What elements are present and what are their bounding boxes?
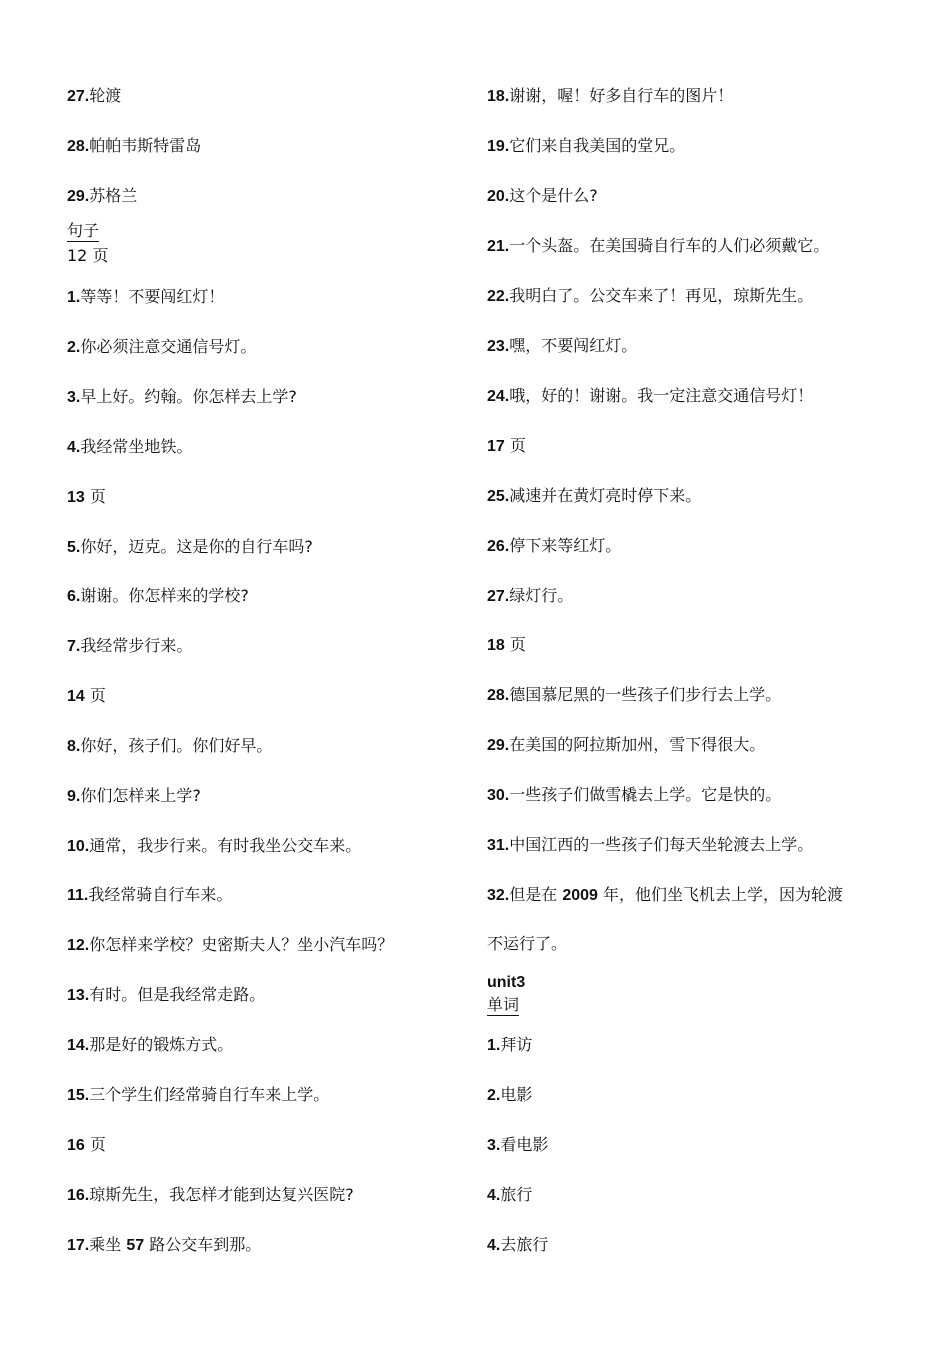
- item-text: 一个头盔。在美国骑自行车的人们必须戴它。: [509, 235, 830, 255]
- item-number: 14.: [67, 1037, 90, 1055]
- item-text: 你好，孩子们。你们好早。: [80, 736, 273, 756]
- words-heading-text: 单词: [487, 995, 520, 1014]
- item-text: 有时。但是我经常走路。: [89, 985, 266, 1005]
- item-number: 9.: [67, 788, 81, 805]
- item-text: 拜访: [500, 1035, 533, 1054]
- item-number: 28.: [487, 687, 510, 705]
- item-number: 1.: [487, 1037, 501, 1054]
- item-text: 一些孩子们做雪橇去上学。它是快的。: [509, 785, 782, 805]
- words-heading: [487, 995, 519, 1015]
- item-number: 17: [487, 437, 505, 455]
- item-text: 你怎样来学校？史密斯夫人？坐小汽车吗？: [89, 935, 394, 955]
- item-number: 31.: [487, 837, 510, 855]
- unit-heading-text: unit3: [487, 974, 526, 991]
- list-item: [67, 934, 393, 957]
- item-text-continued: 路公交车到那。: [144, 1234, 262, 1254]
- list-item: [487, 485, 701, 508]
- unit-heading: [487, 972, 525, 993]
- item-text: 中国江西的一些孩子们每天坐轮渡去上学。: [509, 835, 814, 855]
- page-label-text: 12 页: [67, 246, 109, 265]
- item-number: 18: [487, 637, 505, 655]
- item-number: 26.: [487, 537, 510, 555]
- item-text: 三个学生们经常骑自行车来上学。: [89, 1085, 330, 1104]
- continuation-text-text: 不运行了。: [487, 934, 568, 953]
- item-number: 12.: [67, 937, 90, 955]
- list-item: [487, 1134, 548, 1157]
- list-item: [487, 85, 733, 108]
- item-text: 乘坐: [89, 1234, 127, 1254]
- item-text: 它们来自我美国的堂兄。: [509, 135, 686, 155]
- item-text: 我明白了。公交车来了！再见，琼斯先生。: [509, 285, 814, 305]
- item-number: 16.: [67, 1186, 90, 1204]
- item-text: 减速并在黄灯亮时停下来。: [509, 485, 702, 505]
- list-item: [67, 536, 313, 559]
- item-text-continued: 年，他们坐飞机去上学，因为轮渡: [597, 885, 844, 905]
- item-text: 页: [504, 635, 526, 655]
- item-text: 那是好的锻炼方式。: [89, 1035, 234, 1055]
- item-text: 我经常坐地铁。: [80, 436, 193, 456]
- item-number: 13: [67, 488, 85, 506]
- item-number: 32.: [487, 887, 510, 905]
- list-item: [67, 735, 272, 758]
- item-number: 18.: [487, 88, 510, 105]
- list-item: [67, 1034, 233, 1057]
- item-number: 1.: [67, 289, 81, 306]
- item-text: 停下来等红灯。: [509, 535, 622, 555]
- item-text: 看电影: [500, 1135, 549, 1154]
- item-text: 绿灯行。: [509, 585, 574, 605]
- section-heading: [67, 221, 99, 241]
- item-text: 在美国的阿拉斯加州，雪下得很大。: [509, 735, 766, 755]
- list-item: [487, 335, 637, 358]
- item-text: 页: [504, 435, 526, 455]
- section-heading-text: 句子: [67, 221, 100, 240]
- item-number: 30.: [487, 787, 510, 805]
- list-item: [67, 336, 256, 359]
- item-text: 这个是什么?: [509, 185, 598, 205]
- item-number: 27.: [67, 88, 90, 105]
- item-number: 11.: [67, 887, 89, 905]
- list-item: [67, 135, 201, 158]
- item-number: 13.: [67, 987, 90, 1005]
- item-number: 22.: [487, 287, 510, 305]
- list-item: [487, 185, 598, 208]
- item-text: 页: [84, 686, 106, 706]
- item-number: 2.: [67, 338, 81, 356]
- item-text: 旅行: [500, 1185, 533, 1204]
- list-item: [67, 1234, 261, 1257]
- list-item: [67, 1134, 106, 1157]
- list-item: [67, 585, 249, 608]
- item-text: 你好，迈克。这是你的自行车吗?: [80, 536, 313, 556]
- list-item: [67, 85, 121, 108]
- list-item: [67, 286, 224, 309]
- list-item: [487, 834, 813, 857]
- page-label: [67, 246, 108, 266]
- item-number: 4.: [67, 438, 81, 456]
- list-item: [487, 734, 765, 757]
- item-number: 15.: [67, 1087, 90, 1104]
- item-number: 27.: [487, 587, 510, 605]
- list-item: [487, 1184, 532, 1207]
- list-item: [487, 585, 573, 608]
- item-number: 4.: [487, 1237, 501, 1254]
- item-text: 页: [84, 1134, 106, 1154]
- list-item: [487, 884, 843, 907]
- item-number: 25.: [487, 487, 510, 505]
- item-text: 等等！不要闯红灯！: [80, 287, 225, 306]
- item-number-inline: 57: [126, 1236, 145, 1254]
- list-item: [487, 634, 526, 657]
- list-item: [67, 884, 232, 907]
- item-number: 17.: [67, 1236, 90, 1254]
- item-number: 21.: [487, 237, 510, 255]
- item-text: 德国慕尼黑的一些孩子们步行去上学。: [509, 685, 782, 705]
- list-item: [67, 386, 297, 409]
- item-text: 你必须注意交通信号灯。: [80, 336, 257, 356]
- item-text: 谢谢。你怎样来的学校?: [80, 586, 249, 606]
- item-text: 苏格兰: [89, 186, 138, 205]
- item-text: 早上好。约翰。你怎样去上学?: [80, 386, 297, 406]
- list-item: [487, 1084, 532, 1107]
- list-item: [67, 685, 106, 708]
- list-item: [487, 435, 526, 458]
- list-item: [67, 185, 137, 208]
- item-number: 6.: [67, 588, 81, 606]
- item-number: 16: [67, 1136, 85, 1154]
- list-item: [67, 785, 201, 808]
- item-text: 嘿，不要闯红灯。: [509, 335, 638, 355]
- item-text: 通常，我步行来。有时我坐公交车来。: [89, 835, 362, 855]
- item-number: 29.: [67, 188, 90, 205]
- list-item: [67, 486, 106, 509]
- item-text: 电影: [500, 1085, 533, 1104]
- item-text: 帕帕韦斯特雷岛: [89, 136, 202, 155]
- item-text: 页: [84, 486, 106, 506]
- item-text: 我经常骑自行车来。: [88, 885, 233, 905]
- list-item: [487, 285, 813, 308]
- item-number: 20.: [487, 187, 510, 205]
- list-item: [487, 1234, 548, 1257]
- list-item: [487, 1034, 532, 1057]
- item-text: 你们怎样来上学?: [80, 786, 201, 805]
- item-text: 轮渡: [89, 86, 122, 105]
- item-number-inline: 2009: [562, 887, 598, 905]
- list-item: [67, 984, 265, 1007]
- list-item: [487, 385, 813, 408]
- item-number: 2.: [487, 1087, 501, 1104]
- item-number: 23.: [487, 337, 510, 355]
- item-text: 哦，好的！谢谢。我一定注意交通信号灯！: [509, 385, 814, 405]
- list-item: [487, 135, 685, 158]
- item-number: 24.: [487, 387, 510, 405]
- item-number: 4.: [487, 1187, 501, 1204]
- item-text: 去旅行: [500, 1235, 549, 1254]
- item-number: 3.: [67, 388, 81, 406]
- list-item: [67, 1184, 354, 1207]
- item-number: 19.: [487, 137, 510, 155]
- item-number: 7.: [67, 638, 81, 656]
- item-text: 琼斯先生，我怎样才能到达复兴医院?: [89, 1184, 354, 1204]
- item-number: 3.: [487, 1137, 501, 1154]
- list-item: [67, 635, 192, 658]
- item-text: 我经常步行来。: [80, 636, 193, 656]
- item-number: 8.: [67, 738, 81, 756]
- item-number: 10.: [67, 837, 90, 855]
- item-number: 29.: [487, 737, 510, 755]
- continuation-text: [487, 934, 567, 954]
- list-item: [67, 835, 361, 858]
- list-item: [67, 1084, 329, 1107]
- list-item: [487, 684, 781, 707]
- list-item: [487, 235, 829, 258]
- item-text: 谢谢，喔！好多自行车的图片！: [509, 86, 734, 105]
- item-text: 但是在: [509, 885, 563, 905]
- item-number: 14: [67, 688, 85, 706]
- item-number: 28.: [67, 138, 90, 155]
- list-item: [67, 436, 192, 459]
- list-item: [487, 535, 621, 558]
- list-item: [487, 784, 781, 807]
- item-number: 5.: [67, 538, 81, 556]
